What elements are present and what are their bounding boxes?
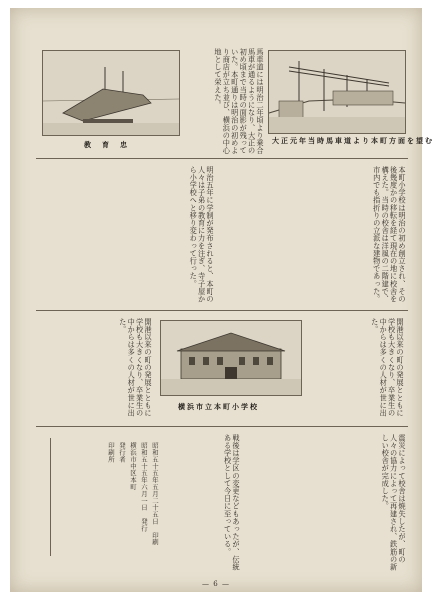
- colophon-line: 発行者: [118, 442, 126, 463]
- divider: [36, 426, 408, 427]
- text-column-mid-left: 明治五年に学制が発布されると、本町の人々は子弟の教育に力を注ぎ、寺子屋から小学校へと移り変わって行った。: [189, 166, 215, 303]
- text-column-mid-right: 本町小学校は明治の初め創立され、その後幾度かの移転を経て現在の地に校舎を構えた。当時の校舎は洋風の二階建で、市内でも指折りの立派な建物であった。: [372, 166, 407, 303]
- colophon-line: 印刷所: [107, 442, 115, 463]
- text-column-school-left: 開港以来の町の発展とともに学校も大きくなり、卒業生の中からは多くの人材が世に出た。: [118, 318, 153, 417]
- harbor-caption: 大正元年当時馬車道より本町方面を望む: [272, 136, 434, 145]
- text-column-school-right: 開港以来の町の発展とともに学校も大きくなり、卒業生の中からは多くの人材が世に出た。: [370, 318, 405, 417]
- colophon-line: 横浜市中区本町: [129, 442, 137, 491]
- page-sheet: [10, 8, 434, 592]
- colophon-line: 昭和五十五年六月一日 発行: [140, 442, 148, 532]
- ship-caption: 教 育 忠: [84, 140, 129, 149]
- harbor-illustration: [268, 50, 406, 134]
- school-illustration: [160, 320, 302, 396]
- colophon: [56, 442, 160, 556]
- school-caption: 横浜市立本町小学校: [178, 402, 259, 411]
- text-column-top-right: 馬車道には明治二年頃より乗合馬車が通るようになり、大正の初め頃まで当時の面影が残っていた。本町通りは明治の初めより商店が立ち並び、横浜の中心地として栄えた。: [213, 48, 265, 155]
- page-number: — 6 —: [202, 580, 230, 588]
- text-column-bottom-right: 震災によって校舎は焼失したが、町の人々の協力によって再建され、鉄筋の新しい校舎が完成した。: [381, 434, 407, 571]
- divider: [36, 310, 408, 311]
- colophon-frame: [50, 438, 51, 556]
- text-column-bottom-mid: 戦後は学区の変更などもあったが、伝統ある学校として今日に至っている。: [223, 434, 241, 571]
- colophon-line: 昭和五十五年五月二十五日 印刷: [151, 442, 159, 546]
- ship-illustration: [42, 50, 180, 136]
- divider: [36, 158, 408, 159]
